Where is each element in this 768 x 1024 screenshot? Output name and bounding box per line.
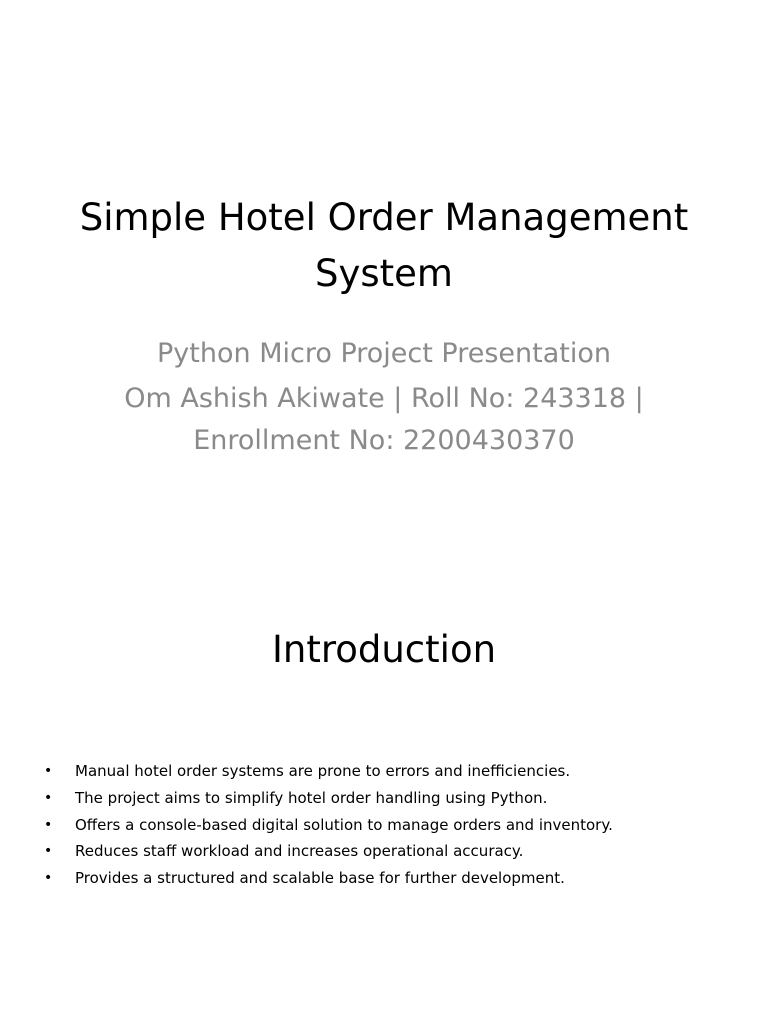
bullet-item xyxy=(44,838,734,865)
subtitle-block xyxy=(60,332,708,462)
subtitle-author-details: Om Ashish Akiwate | Roll No: 243318 | Enrollment No: 2200430370 xyxy=(124,383,644,456)
introduction-bullet-list xyxy=(44,758,734,892)
bullet-text: Reduces staff workload and increases operational accuracy. xyxy=(75,842,524,861)
bullet-text: Offers a console-based digital solution to manage orders and inventory. xyxy=(75,815,613,834)
bullet-item xyxy=(44,865,734,892)
bullet-icon: • xyxy=(44,870,53,887)
introduction-heading: Introduction xyxy=(271,628,497,671)
bullet-text: Provides a structured and scalable base for further development. xyxy=(75,869,565,888)
bullet-icon: • xyxy=(44,843,53,860)
subtitle-project-type: Python Micro Project Presentation xyxy=(157,338,611,369)
bullet-item xyxy=(44,758,734,785)
presentation-title: Simple Hotel Order Management System xyxy=(79,196,689,295)
bullet-text: The project aims to simplify hotel order handling using Python. xyxy=(75,788,548,807)
bullet-item xyxy=(44,785,734,812)
bullet-item xyxy=(44,812,734,839)
bullet-icon: • xyxy=(44,816,53,833)
introduction-slide xyxy=(0,576,768,1024)
bullet-icon: • xyxy=(44,789,53,806)
bullet-text: Manual hotel order systems are prone to errors and inefficiencies. xyxy=(75,762,571,780)
bullet-icon: • xyxy=(44,763,53,779)
